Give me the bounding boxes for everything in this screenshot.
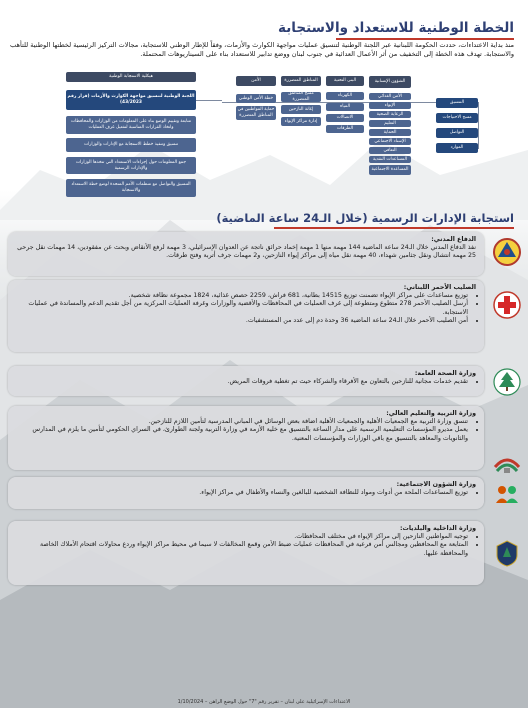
social-affairs-card xyxy=(8,477,484,509)
section-heading: استجابة الإدارات الرسمية (خلال الـ24 ساعة الماضية) xyxy=(216,211,514,225)
org-column-item: الإسناد الاجتماعي xyxy=(369,138,411,145)
org-column-item: الرعاية الصحية xyxy=(369,111,411,118)
civil-defense-emblem xyxy=(492,237,522,267)
card-title: وزارة الصحة العامة: xyxy=(414,370,476,377)
footer: الاعتداءات الإسرائيلية على لبنان – تقرير رقم "7" حول الوضع الراهن – 1/10/2024 xyxy=(177,699,351,705)
social-affairs-emblem xyxy=(492,479,522,509)
org-left-item: جمع المعلومات حول إجراءات الاستعداد التي تتخذها الوزارات والإدارات الرسمية xyxy=(66,157,196,174)
list-item: • توزيع مساعدات على مراكز الإيواء تضمنت توزيع 14515 بطانية، 681 فراش، 2259 حصص غذائية، 1824 مجموعة نظافة شخصية. xyxy=(16,292,468,300)
list-item: • المتابعة مع المحافظين ومجالس أمن فرعية في المحافظات عمليات ضبط الأمن وقمع المخالفات لا سيما في محيط مراكز الإيواء وردع محاولات اقتحام الأملاك الخاصة والمحافظة عليها. xyxy=(16,541,468,557)
org-column-item: المساعدات النقدية xyxy=(369,156,411,163)
org-column-item: الإيواء xyxy=(369,102,411,109)
civil-defense-card xyxy=(8,232,484,276)
org-connector xyxy=(478,102,479,149)
org-column-item: الحماية xyxy=(369,129,411,136)
org-left-item: متابعة وتقييم الوضع بناء على المعلومات من الوزارات والمحافظات واتخاذ القرارات المناسبة لتفعيل غرف العمليات xyxy=(66,116,196,134)
org-column-item: الاتصالات xyxy=(326,114,364,122)
org-connector xyxy=(196,100,222,101)
card-text: نفذ الدفاع المدني خلال الـ24 ساعة الماضية 144 مهمة منها 1 مهمة إخماد حرائق ناتجة عن العدوان الإسرائيلي، 3 مهمة لرفع الأنقاض وبحث عن مفقودين، 14 مهمات نقل جرحى 25 مهمة انتشال ونقل جثامين شهداء، 40 مهمة نقل مياه إلى مراكز إيواء النازحين، و2 مهمات جرف أتربة وفتح طرقات. xyxy=(17,244,476,260)
org-right-item: التواصل xyxy=(436,128,478,138)
list-item: • أرسل الصليب الأحمر 278 متطوع ومتطوعة إلى غرف العمليات في المحافظات والأقضية والوزارات وغرفة العمليات المركزية من أجل تقديم الدعم والمساندة في عمليات الاستجابة. xyxy=(16,300,468,316)
org-left-committee: اللجنة الوطنية لتنسيق مواجهة الكوارث والأزمات (قرار رقم 43/2023) xyxy=(66,90,196,110)
org-column-item: الطرقات xyxy=(326,125,364,133)
heading-rule xyxy=(274,227,514,229)
list-item: • تقديم خدمات مجانية للنازحين بالتعاون مع الأفرقاء والشركاء حيث تم تغطية فروقات المريض. xyxy=(16,378,468,386)
health-ministry-card xyxy=(8,366,484,396)
org-column-item: إدارة مراكز الإيواء xyxy=(281,117,321,126)
org-column-item: خطة الأمن الوطني xyxy=(236,94,276,103)
intro-paragraph: منذ بداية الاعتداءات، حددت الحكومة اللبنانية عبر اللجنة الوطنية لتنسيق عمليات مواجهة الكوارث والأزمات، وفقاً للإطار الوطني للاستجابة، مجالات التركيز الرئيسية لخطتها الوطنية للتأهب والاستجابة. تهدف هذه الخطة إلى التخفيف من أثر الأعمال العدائية في جنوب لبنان ووضع تدابير للاستعداد بناء على السيناريوهات المحتملة. xyxy=(10,41,514,58)
education-ministry-emblem xyxy=(492,447,522,477)
list-item: • توجيه المواطنين النازحين إلى مراكز الإيواء في مختلف المحافظات. xyxy=(16,533,468,541)
org-column-header: المناطق المتضررة xyxy=(281,76,321,86)
org-column-item: التعليم xyxy=(369,120,411,127)
org-column-header: الأمن xyxy=(236,76,276,86)
list-item: • توزيع المساعدات الملحة من أدوات ومواد للنظافة الشخصية للبالغين والنساء والأطفال في مراكز الإيواء. xyxy=(16,489,468,497)
org-column-item: المياه xyxy=(326,103,364,111)
list-item: • تنسق وزارة التربية مع الجمعيات الأهلية والجمعيات الأهلية اضافة بعض الوسائل في المباني المدرسية لتأمين اللازم للنازحين. xyxy=(16,418,468,426)
org-column-header: البنى التحتية xyxy=(326,76,364,86)
org-left-item: تنسيق وتنفيذ خطط الاستجابة مع الإدارات والوزارات xyxy=(66,138,196,152)
card-title: الصليب الأحمر اللبناني: xyxy=(403,284,476,291)
card-title: الدفاع المدني: xyxy=(431,236,476,243)
list-item: • أمن الصليب الأحمر خلال الـ24 ساعة الماضية 36 وحدة دم إلى عدد من المستشفيات. xyxy=(16,317,468,325)
red-cross-emblem xyxy=(492,290,522,320)
org-column-item: المساعدة الاجتماعية xyxy=(369,165,411,175)
title-rule xyxy=(336,38,514,40)
org-column-item: إغاثة النازحين xyxy=(281,105,321,114)
org-right-item: الموارد xyxy=(436,143,478,153)
org-column-item: الأمن الغذائي xyxy=(369,93,411,100)
org-right-item: مسح الاحتياجات xyxy=(436,113,478,123)
card-title: وزارة التربية والتعليم العالي: xyxy=(386,410,476,417)
education-ministry-card xyxy=(8,406,484,470)
interior-ministry-card xyxy=(8,521,484,585)
org-left-item: التنسيق والتواصل مع منظمات الأمم المتحدة لوضع خطة الاستعداد والاستجابة xyxy=(66,179,196,197)
org-column-item: التعافي xyxy=(369,147,411,154)
org-left-header: هيكلية الاستجابة الوطنية xyxy=(66,72,196,82)
org-column-item: مسح المناطق المتضررة xyxy=(281,92,321,102)
org-column-header: الشؤون الإنسانية xyxy=(369,76,411,88)
red-cross-card xyxy=(8,280,484,352)
list-item: • يعمل مديرو المؤسسات التعليمية الرسمية على مدار الساعة بالتنسيق مع خلية الأزمة في وزارة التربية ولجنة الطوارئ، في السراي الحكومي لتأمين ما يلزم في المدارس والثانويات والمعاهد بالتنسيق مع باقي الوزارات والمؤسسات المعنية. xyxy=(16,426,468,442)
interior-ministry-emblem xyxy=(492,538,522,568)
card-title: وزارة الداخلية والبلديات: xyxy=(399,525,476,532)
health-ministry-emblem xyxy=(492,367,522,397)
org-column-item: حماية المواطنين في المناطق المتضررة xyxy=(237,107,275,118)
org-column-item: الكهرباء xyxy=(326,92,364,100)
org-right-item: التنسيق xyxy=(436,98,478,108)
page-title: الخطة الوطنية للاستعداد والاستجابة xyxy=(278,20,514,36)
card-title: وزارة الشؤون الاجتماعية: xyxy=(396,481,476,488)
